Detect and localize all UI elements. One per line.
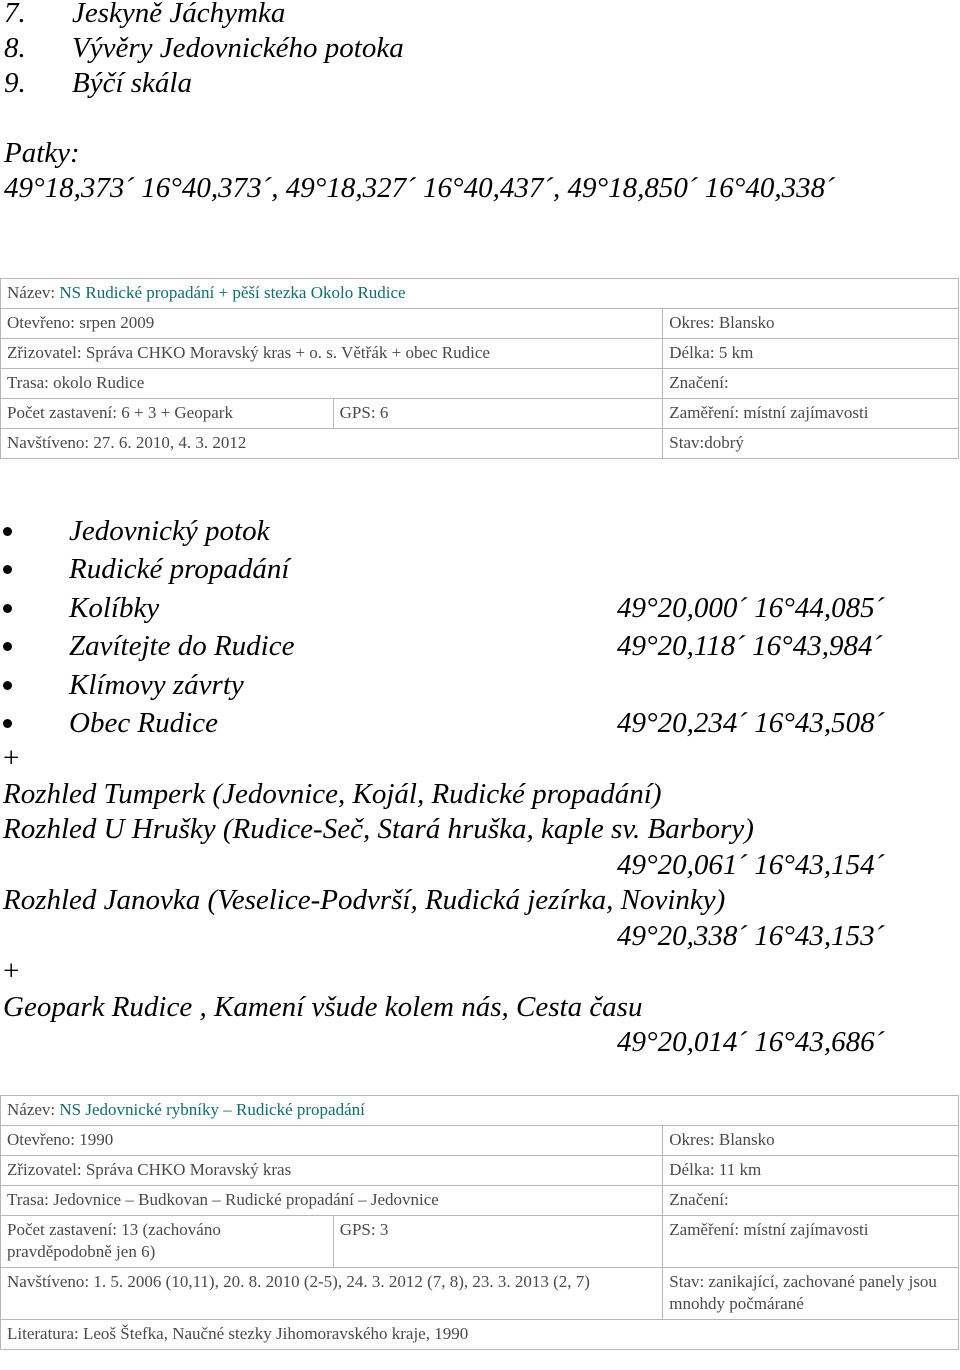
list-item [0,0,404,31]
route-cell: Trasa: Jedovnice – Budkovan – Rudické propadání – Jedovnice [1,1186,663,1216]
geopark-line: Geopark Rudice , Kamení všude kolem nás, Cesta času [3,990,643,1023]
plus-sign: + [3,742,20,774]
table-row [1,309,959,339]
table-row [1,1096,959,1126]
table-row [1,1126,959,1156]
geopark-gps: 49°20,014´ 16°43,686´ [617,1026,885,1058]
founder-cell: Zřizovatel: Správa CHKO Moravský kras + o. s. Větřák + obec Rudice [1,339,663,369]
table-row [1,1320,959,1350]
bullet-icon [3,527,12,536]
state-cell: Stav: zanikající, zachované panely jsou mnohdy počmárané [663,1268,959,1320]
trail-info-table-2 [0,1095,959,1350]
table-row [1,1268,959,1320]
marking-cell: Značení: [663,369,959,399]
list-number: 7. [4,0,26,29]
list-item [0,705,884,744]
opened-cell: Otevřeno: srpen 2009 [1,309,663,339]
visited-cell: Navštíveno: 1. 5. 2006 (10,11), 20. 8. 2010 (2-5), 24. 3. 2012 (7, 8), 23. 3. 2013 (2, 7) [1,1268,663,1320]
viewpoint-tumperk: Rozhled Tumperk (Jedovnice, Kojál, Rudické propadání) [3,777,662,810]
stops-cell: Počet zastavení: 6 + 3 + Geopark [1,399,334,429]
list-item [0,551,884,590]
table-row [1,1156,959,1186]
stop-name: Rudické propadání [69,553,290,586]
opened-cell: Otevřeno: 1990 [1,1126,663,1156]
list-number: 8. [4,32,26,64]
visited-cell: Navštíveno: 27. 6. 2010, 4. 3. 2012 [1,429,663,459]
length-cell: Délka: 5 km [663,339,959,369]
trail-name-cell [1,1096,959,1126]
bullet-icon [3,604,12,613]
table-row [1,399,959,429]
trail-info-table-1 [0,278,959,459]
list-text: Býčí skála [72,67,192,99]
list-text: Jeskyně Jáchymka [72,0,286,29]
table-row [1,1186,959,1216]
stops-cell: Počet zastavení: 13 (zachováno pravděpodobně jen 6) [1,1216,334,1268]
list-item [0,666,884,705]
length-cell: Délka: 11 km [663,1156,959,1186]
founder-cell: Zřizovatel: Správa CHKO Moravský kras [1,1156,663,1186]
viewpoint-janovka-gps: 49°20,338´ 16°43,153´ [617,919,885,952]
list-item [0,66,404,101]
patky-coords: 49°18,373´ 16°40,373´, 49°18,327´ 16°40,437´, 49°18,850´ 16°40,338´ [4,172,835,204]
bullet-icon [3,681,12,690]
list-item [0,31,404,66]
stop-name: Obec Rudice [69,707,218,740]
district-cell: Okres: Blansko [663,1126,959,1156]
list-number: 9. [4,67,26,99]
state-cell: Stav:dobrý [663,429,959,459]
table-row [1,429,959,459]
gps-cell: GPS: 3 [333,1216,663,1268]
trail-name: NS Rudické propadání + pěší stezka Okolo Rudice [59,283,406,302]
list-item [0,512,884,551]
table-row [1,369,959,399]
patky-label: Patky: [4,137,80,169]
bullet-icon [3,642,12,651]
extras-section [0,741,884,1061]
viewpoint-janovka: Rozhled Janovka (Veselice-Podvrší, Rudická jezírka, Novinky) [3,884,726,916]
marking-cell: Značení: [663,1186,959,1216]
stop-name: Kolíbky [69,591,160,624]
viewpoint-hrusky-gps: 49°20,061´ 16°43,154´ [617,848,885,881]
list-text: Vývěry Jedovnického potoka [72,32,404,64]
list-item [0,628,884,667]
trail-name-cell [1,279,959,309]
plus-sign: + [3,955,20,987]
list-item [0,589,884,628]
stops-list [0,512,884,743]
trail-name: NS Jedovnické rybníky – Rudické propadání [59,1100,365,1119]
stop-name: Jedovnický potok [69,514,270,547]
route-cell: Trasa: okolo Rudice [1,369,663,399]
stop-gps: 49°20,000´ 16°44,085´ [617,591,885,624]
table-row [1,1216,959,1268]
bullet-icon [3,719,12,728]
name-label: Název: [7,283,56,302]
district-cell: Okres: Blansko [663,309,959,339]
viewpoint-hrusky: Rozhled U Hrušky (Rudice-Seč, Stará hruška, kaple sv. Barbory) [3,813,754,845]
bullet-icon [3,565,12,574]
focus-cell: Zaměření: místní zajímavosti [663,399,959,429]
stop-name: Klímovy závrty [69,668,244,701]
table-row [1,339,959,369]
literature-cell: Literatura: Leoš Štefka, Naučné stezky Jihomoravského kraje, 1990 [1,1320,959,1350]
stop-gps: 49°20,234´ 16°43,508´ [617,707,885,740]
table-row [1,279,959,309]
numbered-list [0,0,404,101]
patky-section [0,136,835,206]
focus-cell: Zaměření: místní zajímavosti [663,1216,959,1268]
gps-cell: GPS: 6 [333,399,663,429]
stop-name: Zavítejte do Rudice [69,630,295,663]
name-label: Název: [7,1100,56,1119]
stop-gps: 49°20,118´ 16°43,984´ [617,630,883,663]
